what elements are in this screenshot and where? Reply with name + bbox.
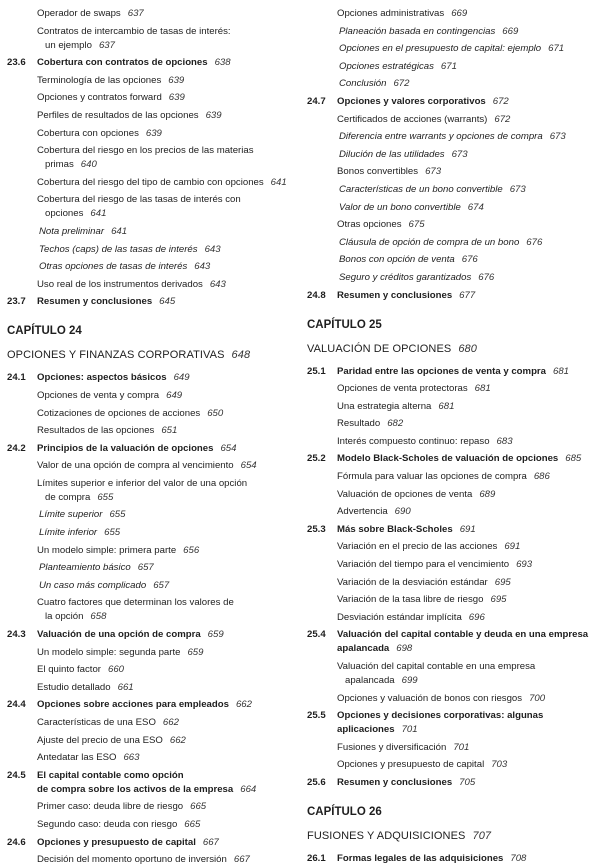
entry-title: Cobertura del riesgo del tipo de cambio con opciones xyxy=(37,176,264,188)
section-title: El capital contable como opción de compra sobre los activos de la empresa xyxy=(37,769,234,795)
entry-title: Opciones estratégicas xyxy=(339,60,434,72)
page-number: 681 xyxy=(438,400,455,412)
entry-title: Advertencia xyxy=(337,506,388,518)
page-number: 686 xyxy=(533,471,550,483)
entry-title: Interés compuesto continuo: repaso xyxy=(337,435,490,447)
section-number: 25.1 xyxy=(307,365,326,377)
chapter-title-text: FUSIONES Y ADQUISICIONES xyxy=(307,829,466,842)
entry-title: Conclusión xyxy=(339,78,387,90)
toc-section xyxy=(7,628,299,642)
entry-title: Decisión del momento oportuno de inversión xyxy=(37,854,227,866)
entry-title: Valuación de opciones de venta xyxy=(337,488,473,500)
page-number: 659 xyxy=(207,629,224,641)
page-number: 662 xyxy=(169,734,186,746)
entry-title: Perfiles de resultados de las opciones xyxy=(37,109,199,121)
page-number: 708 xyxy=(510,852,527,864)
entry-title: Opciones y valuación de bonos con riesgos xyxy=(337,692,523,704)
page-number: 667 xyxy=(202,836,219,848)
section-number: 25.2 xyxy=(307,453,326,465)
page-number: 673 xyxy=(549,131,566,143)
page-number: 649 xyxy=(173,372,190,384)
entry-title: Primer caso: deuda libre de riesgo xyxy=(37,801,184,813)
page-number: 701 xyxy=(453,741,470,753)
page-number: 665 xyxy=(190,801,207,813)
toc-item xyxy=(337,540,599,554)
entry-title: Variación del tiempo para el vencimiento xyxy=(337,559,510,571)
toc-item xyxy=(37,389,299,403)
toc-item xyxy=(37,278,299,292)
toc-subitem xyxy=(339,25,599,39)
section-title: Opciones y presupuesto de capital xyxy=(37,836,196,848)
page-number: 705 xyxy=(459,776,476,788)
page-number: 703 xyxy=(491,759,508,771)
section-number: 24.1 xyxy=(7,372,26,384)
page-number: 639 xyxy=(168,74,185,86)
section-number: 24.2 xyxy=(7,442,26,454)
section-title: Formas legales de las adquisiciones xyxy=(337,852,504,864)
page-number: 676 xyxy=(478,271,495,283)
entry-title: Otras opciones xyxy=(337,219,402,231)
section-title-wrap xyxy=(337,709,599,737)
toc-item xyxy=(37,477,299,505)
page-number: 656 xyxy=(183,544,200,556)
section-number: 25.4 xyxy=(307,629,326,641)
page-number: 699 xyxy=(401,675,418,686)
section-number: 24.4 xyxy=(7,699,26,711)
section-title-wrap xyxy=(337,628,599,656)
entry-title: Certificados de acciones (warrants) xyxy=(337,113,488,125)
entry-title: Opciones administrativas xyxy=(337,8,445,19)
toc-subitem xyxy=(39,526,299,540)
page-number: 657 xyxy=(137,562,154,574)
section-number: 23.6 xyxy=(7,57,26,69)
page-number: 700 xyxy=(529,692,546,704)
entry-title: Resultados de las opciones xyxy=(37,425,155,437)
toc-item xyxy=(37,646,299,660)
toc-section xyxy=(307,289,599,303)
toc-section xyxy=(307,852,599,866)
section-title-wrap xyxy=(337,523,599,537)
toc-section xyxy=(307,628,599,656)
toc-item xyxy=(337,660,599,688)
page-number: 658 xyxy=(90,611,107,623)
page-number: 698 xyxy=(396,643,413,655)
section-number: 26.1 xyxy=(307,852,326,864)
page-number: 701 xyxy=(401,724,418,736)
section-title: Paridad entre las opciones de venta y compra xyxy=(337,365,547,377)
page-number: 707 xyxy=(472,829,492,842)
entry-title: Valor de una opción de compra al vencimiento xyxy=(37,460,234,472)
entry-title: Límite inferior xyxy=(39,527,98,539)
entry-title: Valor de un bono convertible xyxy=(339,201,461,213)
section-number: 24.7 xyxy=(307,95,326,107)
page-number: 654 xyxy=(220,442,237,454)
page-number: 655 xyxy=(97,491,114,503)
section-title-wrap xyxy=(37,836,299,850)
section-number: 23.7 xyxy=(7,296,26,308)
toc-item xyxy=(37,91,299,105)
page-number: 671 xyxy=(548,43,565,55)
page-number: 680 xyxy=(458,342,477,355)
toc-item xyxy=(337,382,599,396)
toc-section xyxy=(307,709,599,737)
toc-section xyxy=(307,523,599,537)
section-title: Opciones y valores corporativos xyxy=(337,95,486,107)
page-number: 639 xyxy=(168,92,185,104)
section-title-wrap xyxy=(337,452,599,466)
page-number: 671 xyxy=(440,60,457,72)
page-number: 676 xyxy=(461,254,478,266)
toc-item xyxy=(37,596,299,624)
toc-item xyxy=(37,193,299,221)
toc-item xyxy=(337,758,599,772)
toc-item xyxy=(337,558,599,572)
page-number: 689 xyxy=(479,488,496,500)
page-number: 662 xyxy=(162,717,179,728)
entry-title: Dilución de las utilidades xyxy=(339,148,445,160)
entry-title: Bonos con opción de venta xyxy=(339,254,455,266)
toc-subitem xyxy=(339,201,599,215)
entry-title: Techos (caps) de las tasas de interés xyxy=(39,243,198,255)
entry-title: Variación en el precio de las acciones xyxy=(337,541,498,553)
section-title: Valuación de una opción de compra xyxy=(37,629,201,641)
entry-title: Seguro y créditos garantizados xyxy=(339,271,472,283)
section-title: Modelo Black-Scholes de valuación de opciones xyxy=(337,453,559,465)
page-number: 637 xyxy=(98,39,115,51)
section-title-wrap xyxy=(37,371,299,385)
toc-item xyxy=(37,800,299,814)
toc-subitem xyxy=(339,130,599,144)
page-number: 659 xyxy=(187,646,204,658)
section-title-wrap xyxy=(337,776,599,790)
entry-title: Desviación estándar implícita xyxy=(337,611,462,623)
section-title: Valuación del capital contable y deuda en una empresa apalancada xyxy=(337,629,589,655)
entry-title: Contratos de intercambio de tasas de interés: un ejemplo xyxy=(37,25,231,51)
page-number: 657 xyxy=(153,579,170,591)
page-number: 664 xyxy=(240,783,257,795)
toc-item xyxy=(337,7,599,21)
entry-title: Valuación del capital contable en una empresa apalancada xyxy=(337,661,536,686)
entry-title: Una estrategia alterna xyxy=(337,400,432,412)
section-number: 25.6 xyxy=(307,776,326,788)
page-number: 651 xyxy=(161,425,178,437)
page-number: 669 xyxy=(502,25,519,37)
toc-item xyxy=(37,109,299,123)
toc-item xyxy=(37,25,299,53)
page-number: 645 xyxy=(159,296,176,308)
toc-section xyxy=(7,442,299,456)
section-number: 24.3 xyxy=(7,629,26,641)
page-number: 663 xyxy=(123,752,140,764)
page-number: 673 xyxy=(425,166,442,178)
toc-section xyxy=(7,836,299,850)
section-title: Más sobre Black-Scholes xyxy=(337,523,453,535)
entry-title: Opciones y contratos forward xyxy=(37,92,162,104)
entry-title: Variación de la tasa libre de riesgo xyxy=(337,594,484,606)
section-title: Opciones: aspectos básicos xyxy=(37,372,167,384)
toc-chapter xyxy=(307,317,599,357)
page-number: 655 xyxy=(104,527,121,539)
page-number: 641 xyxy=(90,208,107,220)
toc-section xyxy=(7,56,299,70)
page-number: 654 xyxy=(240,460,257,472)
entry-title: Cuatro factores que determinan los valores de la opción xyxy=(37,597,234,623)
entry-title: Operador de swaps xyxy=(37,8,121,19)
toc-item xyxy=(37,459,299,473)
entry-title: Características de un bono convertible xyxy=(339,183,503,195)
entry-title: Terminología de las opciones xyxy=(37,74,162,86)
toc-item xyxy=(337,417,599,431)
section-title: Principios de la valuación de opciones xyxy=(37,442,214,454)
section-title: Resumen y conclusiones xyxy=(337,776,453,788)
entry-title: Otras opciones de tasas de interés xyxy=(39,261,188,273)
page-number: 691 xyxy=(459,523,476,535)
chapter-title xyxy=(307,828,599,844)
section-number: 25.5 xyxy=(307,710,326,722)
entry-title: Estudio detallado xyxy=(37,681,111,693)
entry-title: El quinto factor xyxy=(37,664,101,676)
page-number: 675 xyxy=(408,219,425,231)
toc-subitem xyxy=(339,183,599,197)
page-number: 655 xyxy=(109,509,126,521)
entry-title: Límite superior xyxy=(39,509,103,521)
entry-title: Cobertura del riesgo en los precios de las materias primas xyxy=(37,145,254,171)
section-title-wrap xyxy=(337,95,599,109)
page-number: 637 xyxy=(127,8,144,19)
entry-title: Cobertura del riesgo de las tasas de interés con opciones xyxy=(37,194,241,220)
entry-title: Resultado xyxy=(337,418,381,430)
entry-title: Ajuste del precio de una ESO xyxy=(37,734,163,746)
chapter-title xyxy=(307,341,599,357)
page-number: 661 xyxy=(117,681,134,693)
toc-subitem xyxy=(339,42,599,56)
toc-subitem xyxy=(339,77,599,91)
toc-item xyxy=(37,853,299,867)
toc-item xyxy=(337,576,599,590)
section-title-wrap xyxy=(37,698,299,712)
toc-section xyxy=(307,776,599,790)
toc-column-right xyxy=(307,7,599,866)
entry-title: Opciones en el presupuesto de capital: ejemplo xyxy=(339,43,542,55)
section-title-wrap xyxy=(37,442,299,456)
toc-column-left xyxy=(7,7,299,867)
toc-section xyxy=(7,698,299,712)
page-number: 643 xyxy=(204,243,221,255)
page-number: 641 xyxy=(270,176,287,188)
page-number: 681 xyxy=(553,365,570,377)
section-number: 24.6 xyxy=(7,836,26,848)
toc-subitem xyxy=(339,60,599,74)
entry-title: Variación de la desviación estándar xyxy=(337,576,488,588)
entry-title: Un modelo simple: segunda parte xyxy=(37,646,181,658)
toc-item xyxy=(337,593,599,607)
chapter-label: CAPÍTULO 25 xyxy=(307,318,382,331)
page-number: 672 xyxy=(494,113,511,125)
toc-item xyxy=(37,176,299,190)
toc-item xyxy=(337,400,599,414)
toc-subitem xyxy=(39,579,299,593)
page-number: 673 xyxy=(451,148,468,160)
toc-subitem xyxy=(39,243,299,257)
entry-title: Segundo caso: deuda con riesgo xyxy=(37,818,178,830)
chapter-title-text: VALUACIÓN DE OPCIONES xyxy=(307,342,452,355)
section-title-wrap xyxy=(337,289,599,303)
page-number: 676 xyxy=(526,236,543,248)
toc-section xyxy=(307,452,599,466)
page-number: 693 xyxy=(516,559,533,571)
page-number: 677 xyxy=(459,289,476,301)
entry-title: Fórmula para valuar las opciones de compra xyxy=(337,471,527,483)
toc-subitem xyxy=(39,260,299,274)
chapter-title-text: OPCIONES Y FINANZAS CORPORATIVAS xyxy=(7,349,225,362)
page-number: 669 xyxy=(451,8,468,19)
page-number: 640 xyxy=(80,159,97,171)
page-number: 639 xyxy=(145,127,162,139)
entry-title: Cotizaciones de opciones de acciones xyxy=(37,407,201,419)
entry-title: Planeación basada en contingencias xyxy=(339,25,496,37)
toc-chapter xyxy=(307,804,599,844)
page-number: 648 xyxy=(231,349,251,362)
toc-item xyxy=(37,734,299,748)
page-number: 685 xyxy=(565,453,582,465)
section-title: Opciones sobre acciones para empleados xyxy=(37,699,229,711)
section-title: Resumen y conclusiones xyxy=(337,289,453,301)
page-number: 638 xyxy=(214,57,231,69)
toc-section xyxy=(7,295,299,309)
entry-title: Cobertura con opciones xyxy=(37,127,139,139)
toc-item xyxy=(337,611,599,625)
entry-title: Cláusula de opción de compra de un bono xyxy=(339,236,520,248)
entry-title: Opciones y presupuesto de capital xyxy=(337,759,485,771)
toc-section xyxy=(307,95,599,109)
toc-subitem xyxy=(339,236,599,250)
toc-section xyxy=(7,769,299,797)
page-number: 696 xyxy=(468,611,485,623)
page-number: 691 xyxy=(504,541,521,553)
toc-item xyxy=(337,113,599,127)
section-title: Opciones y decisiones corporativas: algunas aplicaciones xyxy=(337,710,544,736)
chapter-label: CAPÍTULO 26 xyxy=(307,805,382,818)
toc-item xyxy=(37,7,299,21)
toc-section xyxy=(7,371,299,385)
page-number: 665 xyxy=(184,818,201,830)
page-number: 673 xyxy=(509,183,526,195)
page-number: 667 xyxy=(233,854,250,866)
toc-item xyxy=(37,544,299,558)
entry-title: Opciones de venta y compra xyxy=(37,389,160,401)
toc-item xyxy=(37,681,299,695)
section-title-wrap xyxy=(337,852,599,866)
toc-item xyxy=(37,144,299,172)
section-number: 25.3 xyxy=(307,523,326,535)
section-title-wrap xyxy=(37,56,299,70)
toc-item xyxy=(337,505,599,519)
page-number: 639 xyxy=(205,109,222,121)
section-number: 24.5 xyxy=(7,769,26,781)
entry-title: Nota preliminar xyxy=(39,225,105,237)
entry-title: Antedatar las ESO xyxy=(37,752,117,764)
page-number: 649 xyxy=(166,389,183,401)
toc-item xyxy=(337,165,599,179)
page-number: 683 xyxy=(496,435,513,447)
toc-subitem xyxy=(339,271,599,285)
page-number: 695 xyxy=(494,576,511,588)
toc-item xyxy=(337,470,599,484)
toc-item xyxy=(37,424,299,438)
toc-item xyxy=(337,488,599,502)
toc-subitem xyxy=(39,508,299,522)
toc-chapter xyxy=(7,323,299,363)
page-number: 662 xyxy=(235,699,252,711)
page-number: 672 xyxy=(492,95,509,107)
chapter-label: CAPÍTULO 24 xyxy=(7,325,82,338)
toc-item xyxy=(37,663,299,677)
entry-title: Uso real de los instrumentos derivados xyxy=(37,278,203,290)
entry-title: Características de una ESO xyxy=(37,717,156,728)
toc-item xyxy=(337,435,599,449)
page-number: 660 xyxy=(108,664,125,676)
entry-title: Límites superior e inferior del valor de una opción de compra xyxy=(37,477,248,503)
toc-subitem xyxy=(339,253,599,267)
toc-subitem xyxy=(339,148,599,162)
page-number: 643 xyxy=(194,261,211,273)
section-title-wrap xyxy=(37,769,299,797)
entry-title: Diferencia entre warrants y opciones de compra xyxy=(339,131,543,143)
page-number: 674 xyxy=(467,201,484,213)
page-number: 690 xyxy=(394,506,411,518)
entry-title: Un modelo simple: primera parte xyxy=(37,544,177,556)
section-title-wrap xyxy=(37,628,299,642)
page-number: 672 xyxy=(393,78,410,90)
page-number: 681 xyxy=(474,383,491,395)
toc-subitem xyxy=(39,225,299,239)
toc-section xyxy=(307,365,599,379)
toc-item xyxy=(337,218,599,232)
section-title: Resumen y conclusiones xyxy=(37,296,153,308)
toc-item xyxy=(37,818,299,832)
entry-title: Bonos convertibles xyxy=(337,166,419,178)
toc-item xyxy=(337,741,599,755)
page-number: 650 xyxy=(207,407,224,419)
page-number: 641 xyxy=(111,225,128,237)
toc-item xyxy=(37,751,299,765)
toc-item xyxy=(37,127,299,141)
entry-title: Fusiones y diversificación xyxy=(337,741,447,753)
page-number: 682 xyxy=(387,418,404,430)
section-title-wrap xyxy=(37,295,299,309)
entry-title: Planteamiento básico xyxy=(39,562,131,574)
section-number: 24.8 xyxy=(307,289,326,301)
entry-title: Un caso más complicado xyxy=(39,579,147,591)
toc-item xyxy=(337,692,599,706)
section-title-wrap xyxy=(337,365,599,379)
page-number: 695 xyxy=(490,594,507,606)
toc-item xyxy=(37,407,299,421)
entry-title: Opciones de venta protectoras xyxy=(337,383,468,395)
chapter-title xyxy=(7,347,299,363)
toc-item xyxy=(37,74,299,88)
toc-item xyxy=(37,716,299,730)
page-number: 643 xyxy=(209,278,226,290)
toc-subitem xyxy=(39,561,299,575)
section-title: Cobertura con contratos de opciones xyxy=(37,57,208,69)
